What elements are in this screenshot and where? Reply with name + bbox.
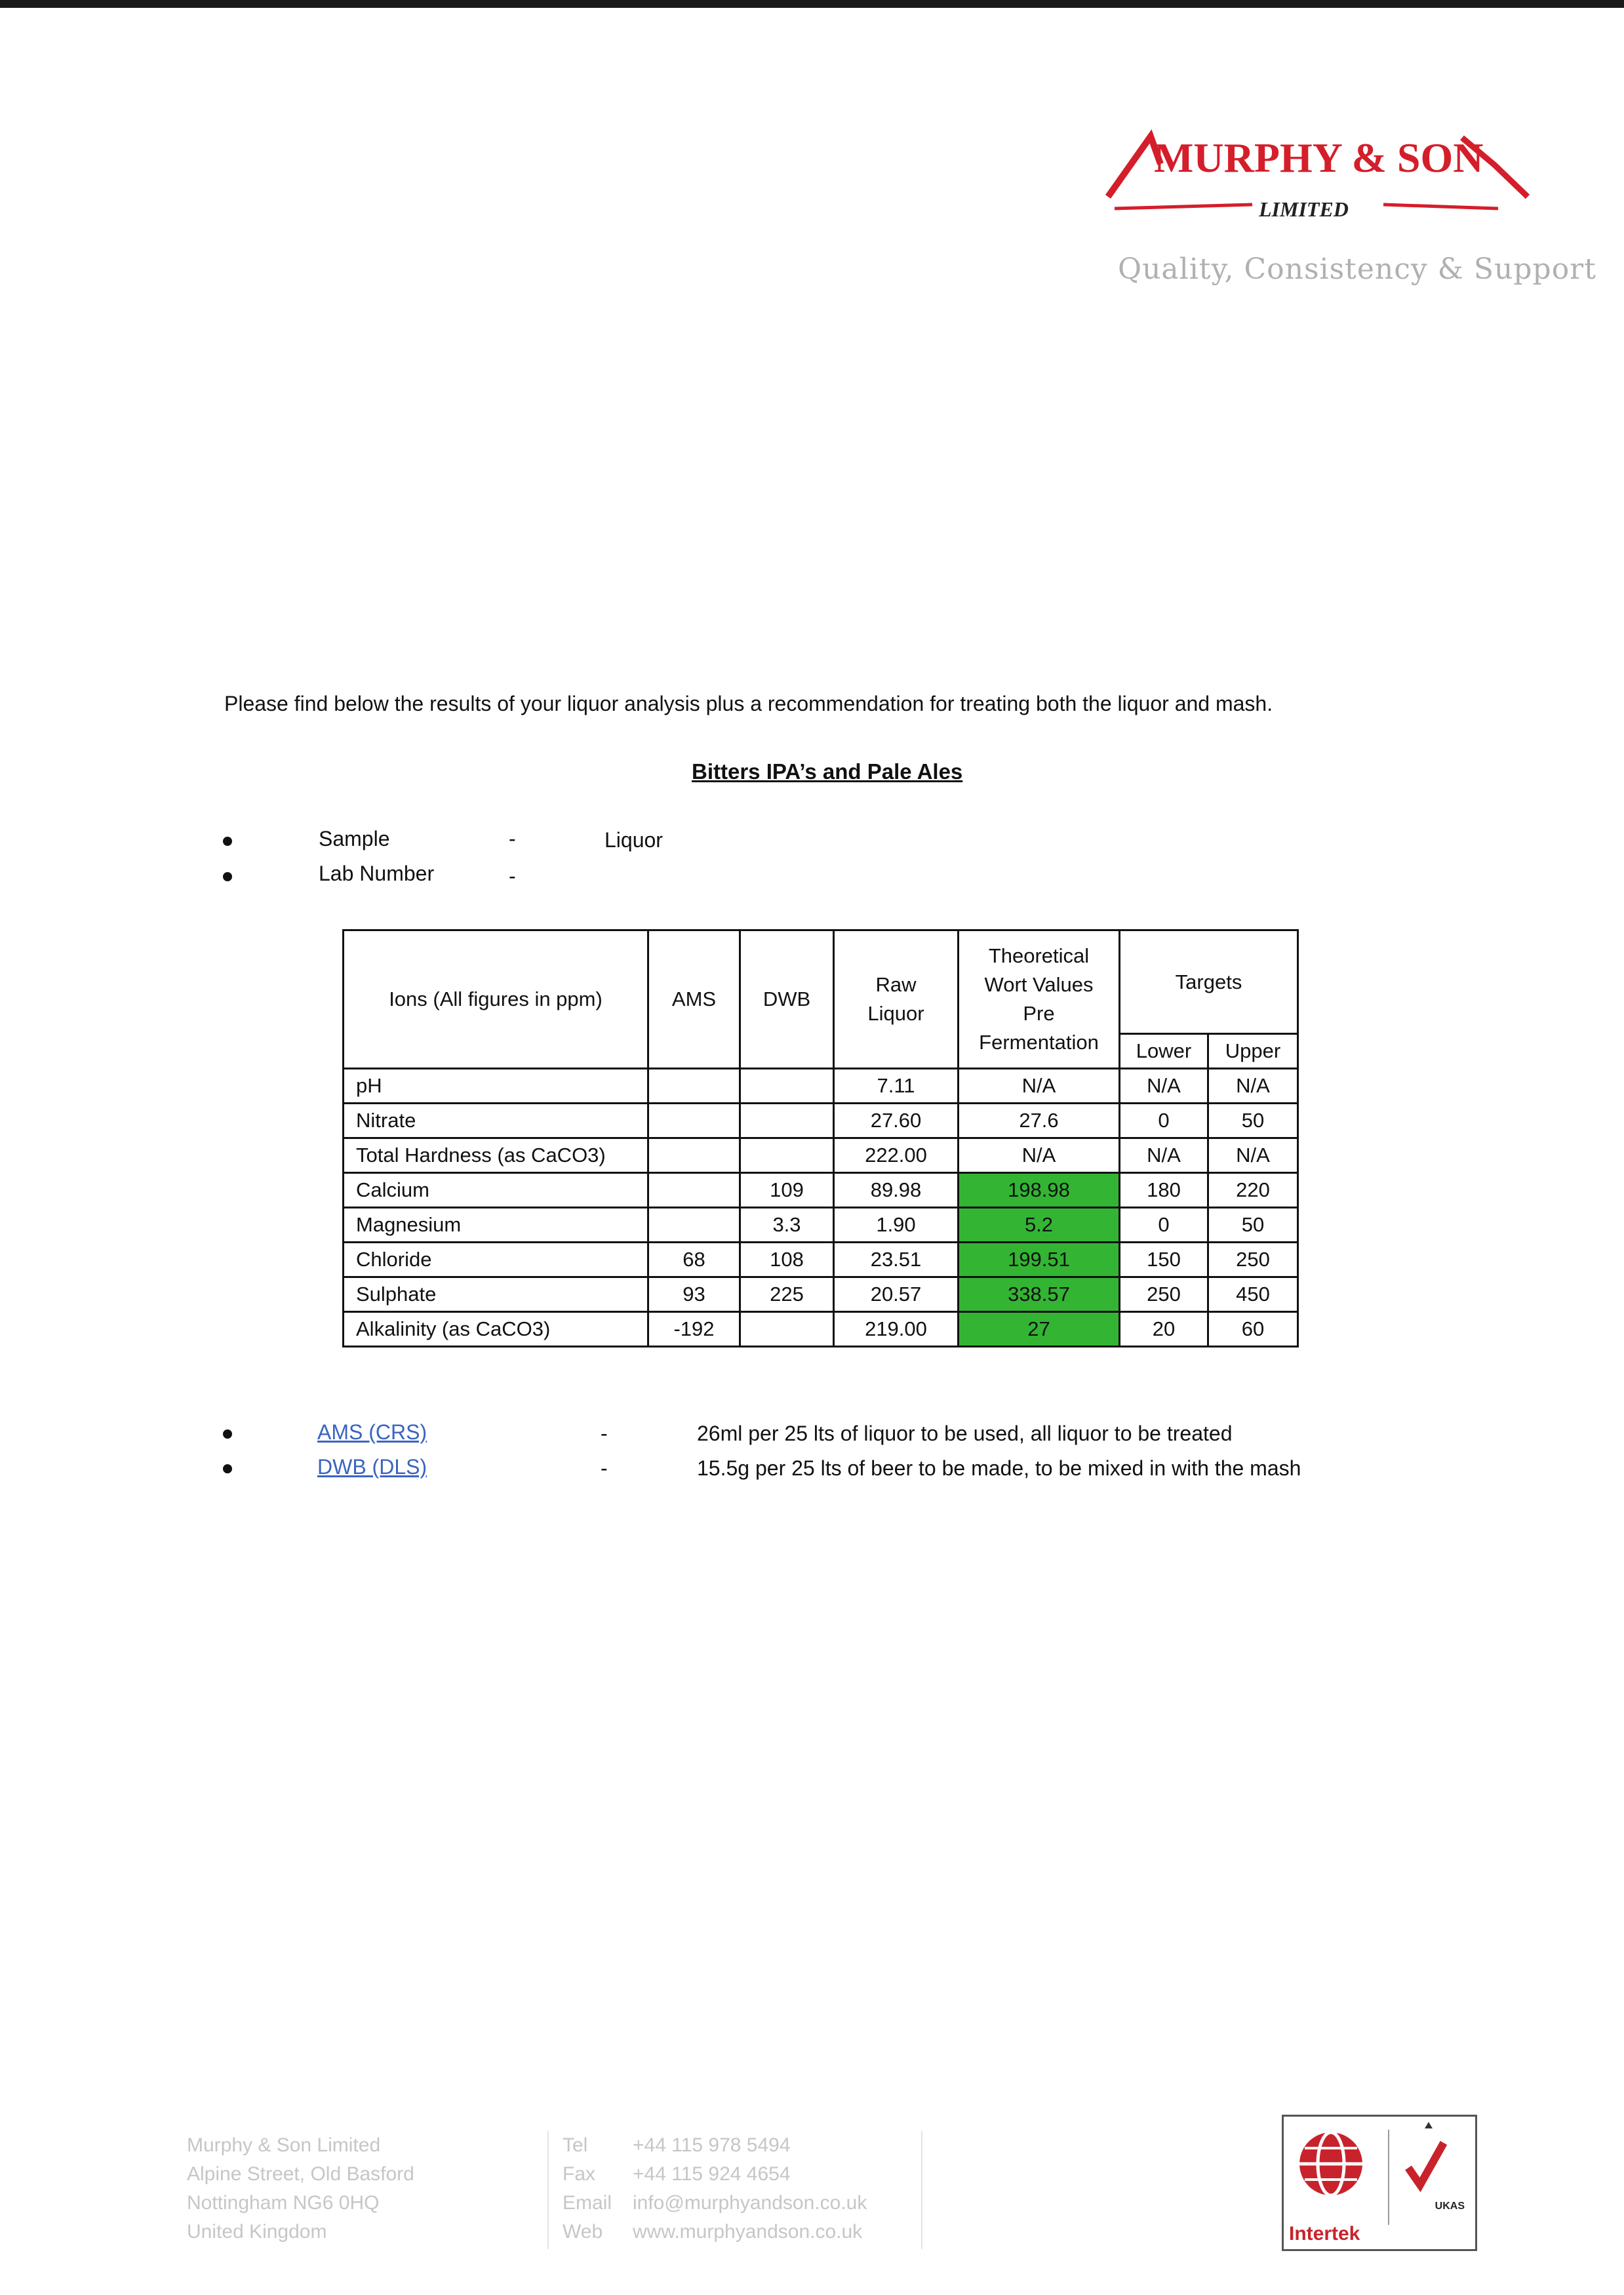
certification-badge (1282, 2115, 1477, 2251)
cell-upper: 450 (1208, 1277, 1298, 1312)
bullet (223, 1464, 232, 1473)
cell-dwb (740, 1069, 834, 1104)
sample-label: Sample (319, 827, 390, 850)
ams-crs-link[interactable]: AMS (CRS) (317, 1420, 427, 1444)
cell-upper: N/A (1208, 1069, 1298, 1104)
cell-dwb (740, 1312, 834, 1347)
cell-raw: 23.51 (834, 1243, 959, 1277)
address-line: Murphy & Son Limited (187, 2134, 381, 2156)
cell-theo: 338.57 (959, 1277, 1120, 1312)
cell-dwb: 225 (740, 1277, 834, 1312)
top-border (0, 0, 1624, 8)
address-line: Nottingham NG6 0HQ (187, 2192, 380, 2214)
cell-raw: 89.98 (834, 1173, 959, 1208)
cell-ams (648, 1069, 740, 1104)
intertek-mark: Intertek (1289, 2223, 1360, 2245)
cell-ion: Calcium (344, 1173, 648, 1208)
bullet (223, 837, 232, 846)
header-raw-liquor (834, 930, 959, 1069)
cell-raw: 7.11 (834, 1069, 959, 1104)
cell-ams (648, 1104, 740, 1138)
cell-ams: 93 (648, 1277, 740, 1312)
table-row (344, 1069, 1298, 1104)
cell-ion: Nitrate (344, 1104, 648, 1138)
section-title: Bitters IPA’s and Pale Ales (692, 759, 963, 784)
cell-theo: 199.51 (959, 1243, 1120, 1277)
cell-dwb: 109 (740, 1173, 834, 1208)
table-row (344, 1277, 1298, 1312)
header-targets: Targets (1120, 930, 1298, 1034)
cell-dwb: 108 (740, 1243, 834, 1277)
header-theo-line: Wort Values (984, 973, 1094, 996)
cell-ams: 68 (648, 1243, 740, 1277)
cell-lower: 20 (1120, 1312, 1208, 1347)
table-row (344, 1312, 1298, 1347)
liquor-analysis-table (342, 929, 1299, 1347)
cell-ams: -192 (648, 1312, 740, 1347)
table-body (344, 1069, 1298, 1347)
header-dwb: DWB (740, 930, 834, 1069)
cell-ion: Chloride (344, 1243, 648, 1277)
footer-contact-labels (563, 2131, 612, 2246)
footer-contact-values (633, 2131, 867, 2246)
contact-label: Fax (563, 2163, 596, 2185)
cell-upper: 50 (1208, 1208, 1298, 1243)
cell-lower: 150 (1120, 1243, 1208, 1277)
header-theoretical (959, 930, 1120, 1069)
cell-lower: 0 (1120, 1104, 1208, 1138)
sample-value: Liquor (604, 828, 663, 852)
cell-dwb (740, 1104, 834, 1138)
cell-raw: 27.60 (834, 1104, 959, 1138)
header-raw-line: Raw (875, 973, 917, 996)
cell-raw: 20.57 (834, 1277, 959, 1312)
cell-ams (648, 1208, 740, 1243)
cell-ams (648, 1138, 740, 1173)
cell-raw: 1.90 (834, 1208, 959, 1243)
cell-theo: 27 (959, 1312, 1120, 1347)
contact-value: info@murphyandson.co.uk (633, 2192, 867, 2214)
cell-upper: N/A (1208, 1138, 1298, 1173)
cell-lower: 180 (1120, 1173, 1208, 1208)
header-theo-line: Pre (1023, 1002, 1055, 1025)
cell-upper: 60 (1208, 1312, 1298, 1347)
cell-ams (648, 1173, 740, 1208)
logo-limited-text: LIMITED (1259, 197, 1349, 221)
cell-theo: 5.2 (959, 1208, 1120, 1243)
header-theo-line: Theoretical (988, 944, 1090, 967)
table-row (344, 1208, 1298, 1243)
contact-label: Web (563, 2221, 603, 2243)
address-line: United Kingdom (187, 2221, 327, 2243)
dwb-instruction: 15.5g per 25 lts of beer to be made, to be mixed in with the mash (697, 1456, 1301, 1480)
sample-dash: - (509, 827, 516, 850)
ukas-mark: UKAS (1435, 2201, 1465, 2212)
bullet (223, 1429, 232, 1439)
header-theo-line: Fermentation (979, 1031, 1099, 1054)
cell-raw: 222.00 (834, 1138, 959, 1173)
ams-instruction: 26ml per 25 lts of liquor to be used, all liquor to be treated (697, 1422, 1233, 1445)
lab-number-label: Lab Number (319, 862, 435, 885)
bullet (223, 872, 232, 881)
contact-value: +44 115 924 4654 (633, 2163, 791, 2185)
cell-dwb: 3.3 (740, 1208, 834, 1243)
cell-lower: N/A (1120, 1138, 1208, 1173)
header-ions: Ions (All figures in ppm) (344, 930, 648, 1069)
cell-theo: N/A (959, 1069, 1120, 1104)
footer-address (187, 2131, 414, 2246)
cell-ion: pH (344, 1069, 648, 1104)
cell-ion: Alkalinity (as CaCO3) (344, 1312, 648, 1347)
cell-ion: Total Hardness (as CaCO3) (344, 1138, 648, 1173)
dwb-dls-link[interactable]: DWB (DLS) (317, 1455, 427, 1479)
cell-lower: N/A (1120, 1069, 1208, 1104)
contact-label: Email (563, 2192, 612, 2214)
footer-divider (921, 2131, 922, 2249)
cell-lower: 250 (1120, 1277, 1208, 1312)
table-row (344, 1243, 1298, 1277)
header-upper: Upper (1208, 1034, 1298, 1069)
cell-theo: 198.98 (959, 1173, 1120, 1208)
header-raw-line: Liquor (867, 1002, 924, 1025)
cell-upper: 50 (1208, 1104, 1298, 1138)
footer-divider (547, 2131, 549, 2249)
contact-value: +44 115 978 5494 (633, 2134, 791, 2156)
logo-company-text: MURPHY & SON (1154, 134, 1484, 181)
table-row (344, 1173, 1298, 1208)
header-lower: Lower (1120, 1034, 1208, 1069)
contact-value: www.murphyandson.co.uk (633, 2221, 863, 2243)
cell-raw: 219.00 (834, 1312, 959, 1347)
company-logo (1095, 125, 1541, 243)
cell-lower: 0 (1120, 1208, 1208, 1243)
lab-number-dash: - (509, 864, 516, 888)
logo-tagline: Quality, Consistency & Support (1118, 252, 1596, 286)
cell-theo: N/A (959, 1138, 1120, 1173)
cell-theo: 27.6 (959, 1104, 1120, 1138)
cell-ion: Sulphate (344, 1277, 648, 1312)
cell-upper: 220 (1208, 1173, 1298, 1208)
table-row (344, 1138, 1298, 1173)
treatment-dash: - (601, 1422, 608, 1445)
header-ams: AMS (648, 930, 740, 1069)
address-line: Alpine Street, Old Basford (187, 2163, 414, 2185)
contact-label: Tel (563, 2134, 588, 2156)
intro-text: Please find below the results of your liquor analysis plus a recommendation for treating both the liquor and mash. (224, 692, 1273, 715)
cell-upper: 250 (1208, 1243, 1298, 1277)
cell-ion: Magnesium (344, 1208, 648, 1243)
treatment-dash: - (601, 1456, 608, 1480)
cell-dwb (740, 1138, 834, 1173)
table-row (344, 1104, 1298, 1138)
